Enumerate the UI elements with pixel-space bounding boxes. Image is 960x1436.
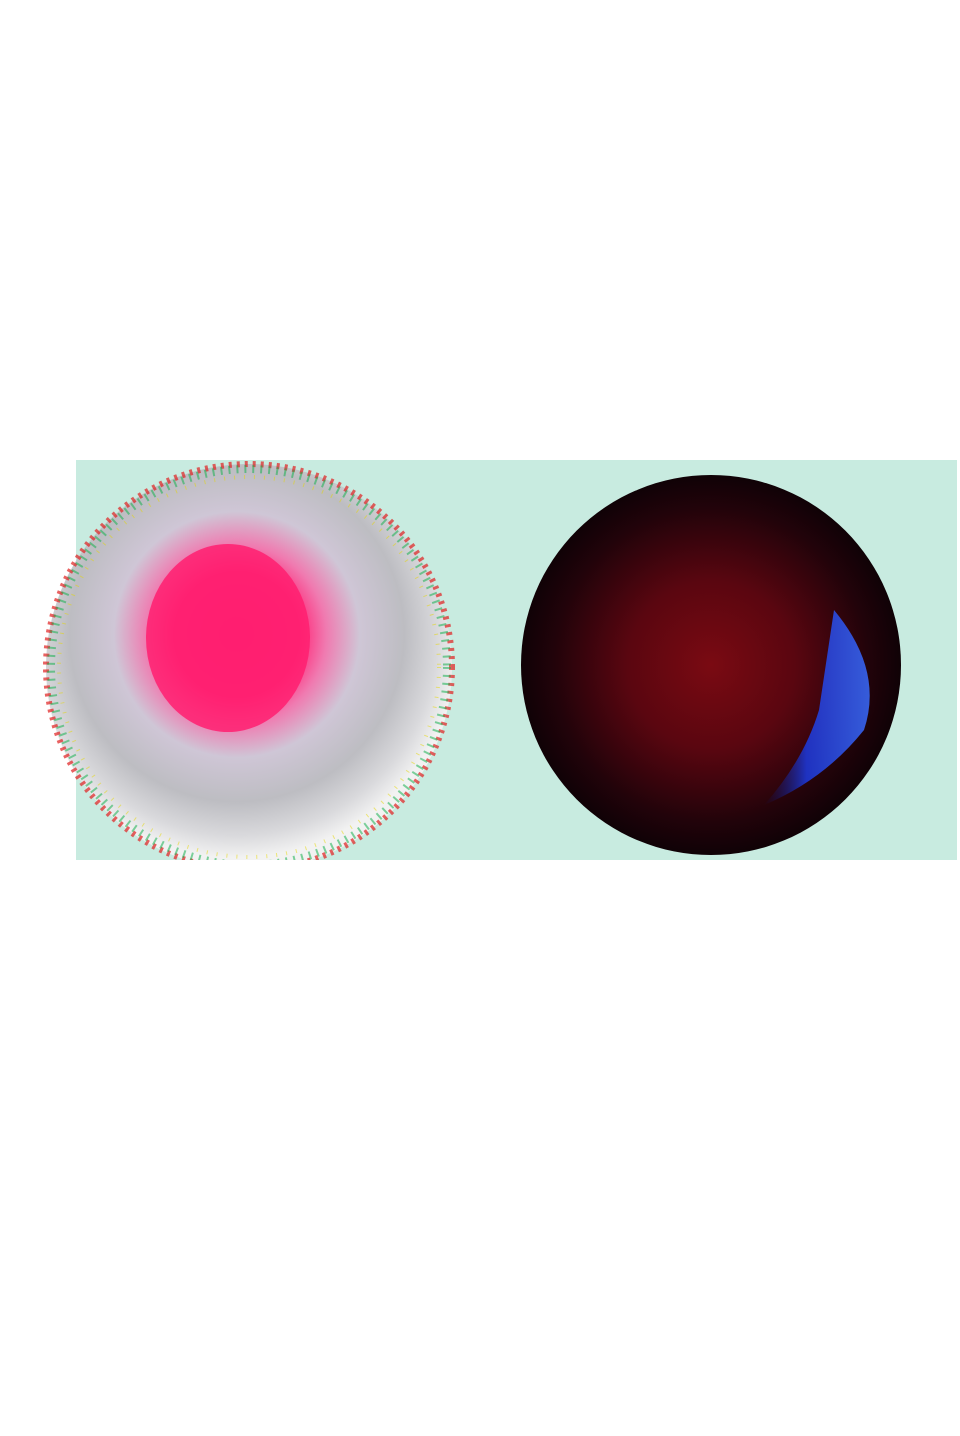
sky-brightness-images	[4, 460, 957, 860]
bright-zenith	[146, 544, 310, 732]
figure-3	[4, 460, 957, 860]
